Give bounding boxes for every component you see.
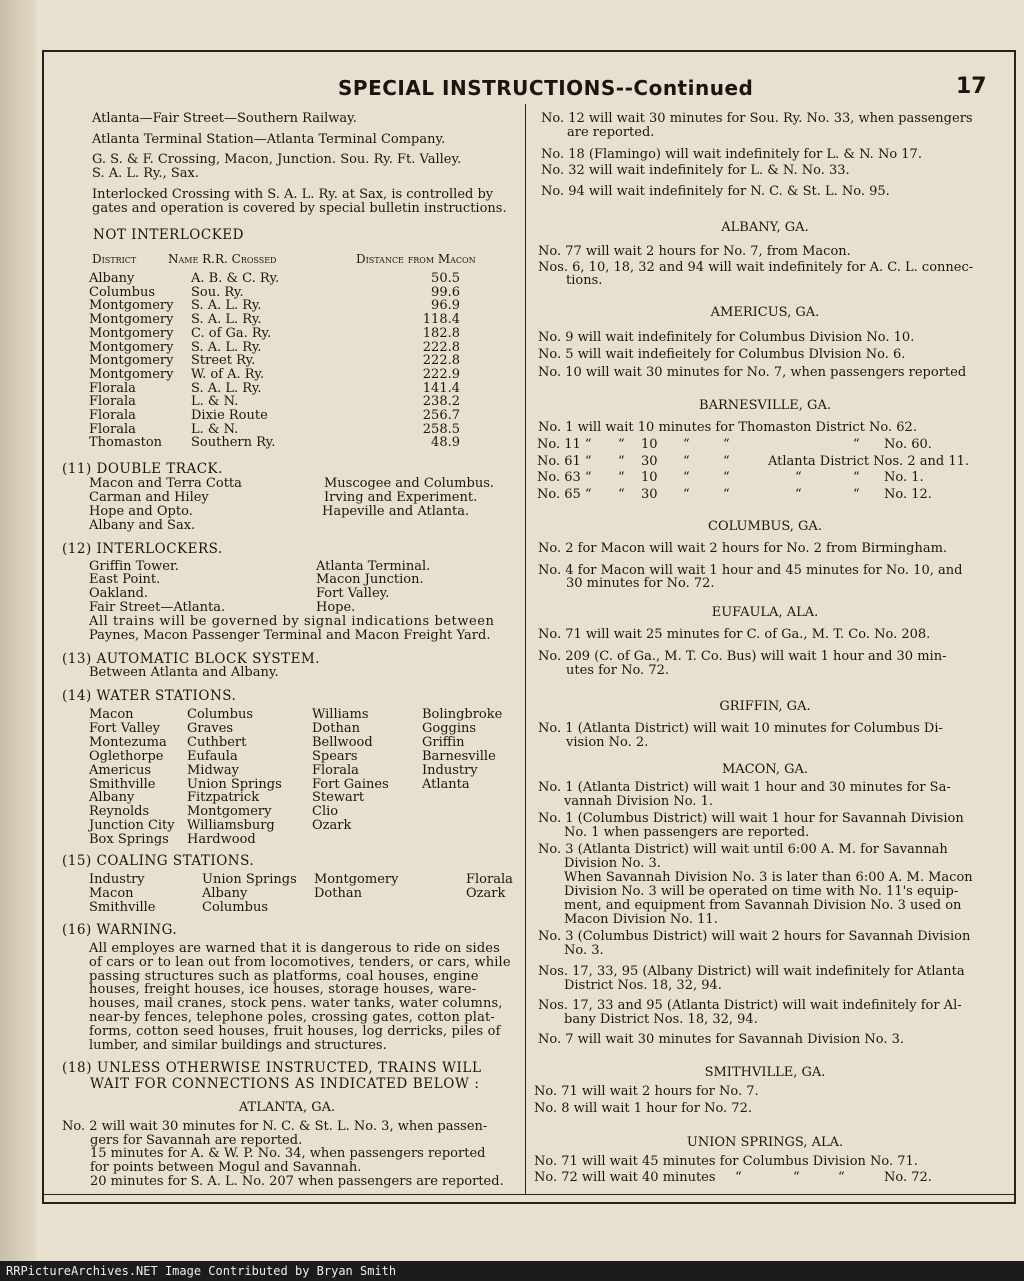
crossing-district: Albany: [89, 271, 135, 286]
crossing-road: S. A. L. Ry.: [191, 339, 262, 355]
water-station: Florala: [312, 762, 359, 778]
crossing-district: Montgomery: [89, 339, 174, 355]
americus-line: No. 9 will wait indefinitely for Columbus Division No. 10.: [538, 330, 915, 345]
smithville-line: No. 71 will wait 2 hours for No. 7.: [534, 1084, 759, 1099]
interlocker-item: Griffin Tower.: [89, 559, 179, 574]
abs-heading: (13) AUTOMATIC BLOCK SYSTEM.: [62, 651, 321, 667]
warning-line: forms, cotton seed houses, fruit houses, log derricks, piles of: [89, 1023, 501, 1039]
eufaula-line: No. 71 will wait 25 minutes for C. of Ga., M. T. Co. No. 208.: [538, 627, 931, 642]
water-station: Griffin: [422, 734, 465, 750]
crossing-distance: 96.9: [431, 298, 460, 314]
macon-line: Nos. 17, 33, 95 (Albany District) will wait indefinitely for Atlanta: [538, 964, 965, 979]
barnesville-minutes: 10: [641, 437, 658, 452]
albany-line: No. 77 will wait 2 hours for No. 7, from Macon.: [538, 244, 851, 259]
water-station: Macon: [89, 707, 134, 722]
barnesville-minutes: 10: [641, 470, 658, 486]
ditto-mark: “: [723, 437, 730, 452]
crossing-distance: 48.9: [431, 435, 460, 451]
barnesville-target: No. 60.: [884, 437, 932, 452]
coaling-station: Montgomery: [314, 872, 399, 887]
crossing-district: Montgomery: [89, 312, 174, 328]
barnesville-target: No. 1.: [884, 470, 924, 486]
crossing-road: L. & N.: [191, 421, 239, 437]
barnesville-district: “: [795, 470, 802, 486]
water-station: Bellwood: [312, 734, 373, 750]
interlockers-note: All trains will be governed by signal indications between: [89, 614, 495, 629]
ditto-mark: “: [853, 487, 860, 503]
barnesville-row-number: No. 65 “: [537, 487, 592, 503]
union-springs-target: No. 72.: [884, 1170, 932, 1185]
connections-heading: (18) UNLESS OTHERWISE INSTRUCTED, TRAINS WILL: [62, 1060, 482, 1076]
union-springs-line: No. 72 will wait 40 minutes: [534, 1170, 716, 1185]
americus-line: No. 10 will wait 30 minutes for No. 7, when passengers reported: [538, 365, 967, 380]
crossing-district: Florala: [89, 408, 136, 423]
interlocker-item: Fair Street—Atlanta.: [89, 600, 226, 615]
atlanta-title: ATLANTA, GA.: [238, 1100, 336, 1115]
macon-line: No. 3 (Atlanta District) will wait until 6:00 A. M. for Savannah: [538, 842, 948, 857]
water-station: Midway: [187, 762, 240, 778]
water-station: Montezuma: [89, 734, 167, 750]
column-header-road: Name R.R. Crossed: [168, 252, 277, 266]
water-station: Reynolds: [89, 804, 150, 820]
macon-line: No. 1 (Columbus District) will wait 1 hour for Savannah Division: [538, 811, 964, 826]
water-station: Smithville: [89, 776, 156, 792]
water-station: Clio: [312, 804, 339, 820]
eufaula-line: No. 209 (C. of Ga., M. T. Co. Bus) will wait 1 hour and 30 min-: [538, 649, 947, 664]
water-station: Goggins: [422, 720, 477, 736]
water-station: Williams: [312, 707, 369, 722]
water-station: Industry: [422, 762, 478, 778]
double-track-item: Hapeville and Atlanta.: [322, 504, 470, 519]
crossing-distance: 118.4: [422, 312, 460, 328]
columbus-line: No. 4 for Macon will wait 1 hour and 45 minutes for No. 10, and: [538, 563, 963, 578]
crossing-distance: 256.7: [422, 408, 460, 423]
smithville-line: No. 8 will wait 1 hour for No. 72.: [534, 1101, 752, 1116]
terminal-line: gates and operation is covered by special bulletin instructions.: [92, 201, 507, 216]
warning-line: All employes are warned that it is dangerous to ride on sides: [89, 941, 500, 956]
barnesville-line: No. 1 will wait 10 minutes for Thomaston District No. 62.: [538, 420, 917, 435]
macon-line: No. 7 will wait 30 minutes for Savannah Division No. 3.: [538, 1032, 905, 1047]
coaling-station: Ozark: [466, 886, 506, 901]
eufaula-title: EUFAULA, ALA.: [711, 605, 819, 620]
ditto-mark: “: [723, 487, 730, 503]
crossing-distance: 258.5: [422, 421, 460, 437]
warning-line: houses, freight houses, ice houses, storage houses, ware-: [89, 982, 477, 998]
water-station: Americus: [89, 762, 152, 778]
crossing-road: L. & N.: [191, 394, 239, 410]
image-credit: RRPictureArchives.NET Image Contributed by Bryan Smith: [6, 1264, 397, 1278]
coaling-stations-heading: (15) COALING STATIONS.: [62, 853, 255, 869]
macon-line: Division No. 3.: [564, 856, 661, 871]
water-station: Fort Valley: [89, 720, 161, 736]
interlocker-item: Hope.: [316, 600, 356, 615]
ditto-mark: “: [853, 437, 860, 452]
ditto-mark: “: [723, 470, 730, 486]
atlanta-line: 15 minutes for A. & W. P. No. 34, when passengers reported: [90, 1146, 486, 1161]
page-number: 17: [956, 74, 987, 99]
ditto-mark: “: [618, 470, 625, 486]
double-track-item: Carman and Hiley: [89, 490, 209, 505]
water-station: Junction City: [89, 818, 175, 834]
columbus-line: 30 minutes for No. 72.: [566, 576, 715, 591]
crossing-road: A. B. & C. Ry.: [191, 271, 280, 286]
column-divider: [525, 104, 526, 1194]
double-track-item: Hope and Opto.: [89, 504, 193, 519]
ditto-mark: “: [735, 1170, 742, 1185]
warning-line: passing structures such as platforms, coal houses, engine: [89, 968, 479, 984]
albany-line: tions.: [566, 273, 603, 288]
terminal-line: Atlanta Terminal Station—Atlanta Terminal Company.: [92, 132, 446, 147]
water-station: Hardwood: [187, 832, 256, 848]
water-station: Montgomery: [187, 804, 272, 820]
page-title: SPECIAL INSTRUCTIONS--Continued: [338, 76, 754, 100]
crossing-road: C. of Ga. Ry.: [191, 325, 272, 341]
warning-line: houses, mail cranes, stock pens. water tanks, water columns,: [89, 996, 503, 1012]
crossing-distance: 99.6: [431, 284, 460, 300]
terminal-line: Interlocked Crossing with S. A. L. Ry. at Sax, is controlled by: [92, 187, 494, 202]
coaling-station: Smithville: [89, 900, 156, 915]
connections-heading: WAIT FOR CONNECTIONS AS INDICATED BELOW :: [90, 1076, 480, 1092]
ditto-mark: “: [683, 453, 690, 469]
water-station: Spears: [312, 748, 358, 764]
barnesville-minutes: 30: [641, 487, 658, 503]
coaling-station: Albany: [202, 886, 248, 901]
water-station: Union Springs: [187, 776, 282, 792]
warning-line: lumber, and similar buildings and structures.: [89, 1037, 387, 1053]
crossing-road: Sou. Ry.: [191, 284, 244, 300]
ditto-mark: “: [838, 1170, 845, 1185]
crossing-distance: 141.4: [422, 380, 460, 396]
crossing-road: W. of A. Ry.: [191, 366, 265, 382]
water-station: Albany: [89, 790, 135, 806]
terminal-line: Atlanta—Fair Street—Southern Railway.: [92, 111, 357, 126]
albany-title: ALBANY, GA.: [721, 220, 809, 235]
terminal-line: G. S. & F. Crossing, Macon, Junction. Sou. Ry. Ft. Valley.: [92, 152, 462, 167]
water-station: Oglethorpe: [89, 748, 164, 764]
water-station: Dothan: [312, 720, 360, 736]
macon-line: Nos. 17, 33 and 95 (Atlanta District) will wait indefinitely for Al-: [538, 998, 962, 1013]
crossing-district: Florala: [89, 380, 136, 396]
columbus-title: COLUMBUS, GA.: [708, 519, 822, 534]
not-interlocked-heading: NOT INTERLOCKED: [93, 227, 244, 243]
water-station: Box Springs: [89, 832, 169, 848]
macon-line: Division No. 3 will be operated on time with No. 11's equip-: [564, 884, 959, 899]
water-station: Columbus: [187, 707, 253, 722]
union-springs-title: UNION SPRINGS, ALA.: [686, 1135, 844, 1150]
water-station: Stewart: [312, 790, 365, 806]
warning-line: near-by fences, telephone poles, crossing gates, cotton plat-: [89, 1010, 495, 1025]
barnesville-row-number: No. 63 “: [537, 470, 592, 486]
atlanta-cont-line: No. 18 (Flamingo) will wait indefinitely for L. & N. No 17.: [541, 147, 922, 162]
ditto-mark: “: [683, 437, 690, 452]
barnesville-target: No. 12.: [884, 487, 932, 503]
coaling-station: Macon: [89, 886, 134, 901]
crossing-road: S. A. L. Ry.: [191, 380, 262, 396]
americus-line: No. 5 will wait indefieitely for Columbus Dlvision No. 6.: [538, 347, 906, 362]
crossing-distance: 238.2: [422, 394, 460, 410]
ditto-mark: “: [683, 470, 690, 486]
griffin-line: No. 1 (Atlanta District) will wait 10 minutes for Columbus Di-: [538, 721, 943, 736]
interlocker-item: Atlanta Terminal.: [316, 559, 431, 574]
atlanta-cont-line: No. 32 will wait indefinitely for L. & N. No. 33.: [541, 163, 850, 178]
crossing-district: Thomaston: [89, 435, 163, 451]
interlocker-item: Oakland.: [89, 586, 149, 601]
warning-heading: (16) WARNING.: [62, 922, 178, 938]
atlanta-cont-line: No. 94 will wait indefinitely for N. C. & St. L. No. 95.: [541, 184, 890, 199]
barnesville-minutes: 30: [641, 453, 658, 469]
atlanta-line: 20 minutes for S. A. L. No. 207 when passengers are reported.: [90, 1174, 504, 1189]
macon-title: MACON, GA.: [721, 762, 809, 777]
union-springs-line: No. 71 will wait 45 minutes for Columbus Division No. 71.: [534, 1154, 918, 1169]
macon-line: District Nos. 18, 32, 94.: [564, 978, 722, 993]
barnesville-row-number: No. 61 “: [537, 453, 592, 469]
column-header-district: District: [92, 252, 137, 266]
bottom-rule: [42, 1194, 1014, 1195]
ditto-mark: “: [683, 487, 690, 503]
crossing-road: S. A. L. Ry.: [191, 298, 262, 314]
page-header: [300, 74, 1000, 108]
water-station: Williamsburg: [187, 818, 275, 834]
atlanta-cont-line: No. 12 will wait 30 minutes for Sou. Ry. No. 33, when passengers: [541, 111, 973, 126]
warning-line: of cars or to lean out from locomotives, tenders, or cars, while: [89, 954, 511, 970]
barnesville-district: Atlanta District Nos. 2 and 11.: [768, 453, 970, 469]
double-track-item: Macon and Terra Cotta: [89, 476, 242, 491]
eufaula-line: utes for No. 72.: [566, 663, 669, 678]
crossing-distance: 222.8: [422, 353, 460, 369]
interlocker-item: Macon Junction.: [316, 572, 424, 587]
barnesville-district: “: [795, 487, 802, 503]
crossing-distance: 182.8: [422, 325, 460, 341]
macon-line: No. 1 (Atlanta District) will wait 1 hour and 30 minutes for Sa-: [538, 780, 951, 795]
ditto-mark: “: [618, 453, 625, 469]
smithville-title: SMITHVILLE, GA.: [704, 1065, 826, 1080]
ditto-mark: “: [723, 453, 730, 469]
coaling-station: Union Springs: [202, 872, 297, 887]
double-track-item: Irving and Experiment.: [324, 490, 478, 505]
macon-line: Macon Division No. 11.: [564, 912, 718, 927]
double-track-item: Albany and Sax.: [89, 518, 196, 533]
water-station: Atlanta: [422, 776, 470, 792]
crossing-district: Florala: [89, 421, 136, 437]
ditto-mark: “: [853, 470, 860, 486]
crossing-district: Montgomery: [89, 353, 174, 369]
water-station: Bolingbroke: [422, 707, 503, 722]
crossing-district: Montgomery: [89, 298, 174, 314]
atlanta-cont-line: are reported.: [567, 125, 655, 140]
macon-line: No. 3.: [564, 943, 604, 958]
terminal-line: S. A. L. Ry., Sax.: [92, 166, 199, 181]
barnesville-row-number: No. 11 “: [537, 437, 592, 452]
water-station: Ozark: [312, 818, 352, 834]
americus-title: AMERICUS, GA.: [710, 305, 820, 320]
coaling-station: Dothan: [314, 886, 362, 901]
water-stations-heading: (14) WATER STATIONS.: [62, 688, 237, 704]
interlocker-item: Fort Valley.: [316, 586, 390, 601]
water-station: Cuthbert: [187, 734, 247, 750]
column-header-distance: Distance from Macon: [356, 252, 476, 266]
binding-shadow: [0, 0, 36, 1261]
water-station: Graves: [187, 720, 234, 736]
griffin-line: vision No. 2.: [566, 735, 649, 750]
water-station: Eufaula: [187, 748, 238, 764]
interlocker-item: East Point.: [89, 572, 161, 587]
macon-line: bany District Nos. 18, 32, 94.: [564, 1012, 758, 1027]
ditto-mark: “: [793, 1170, 800, 1185]
crossing-road: Southern Ry.: [191, 435, 276, 451]
water-station: Fort Gaines: [312, 776, 389, 792]
crossing-district: Montgomery: [89, 366, 174, 382]
water-station: Barnesville: [422, 748, 496, 764]
macon-line: No. 3 (Columbus District) will wait 2 hours for Savannah Division: [538, 929, 971, 944]
coaling-station: Industry: [89, 872, 145, 887]
water-station: Fitzpatrick: [187, 790, 260, 806]
albany-line: Nos. 6, 10, 18, 32 and 94 will wait indefinitely for A. C. L. connec-: [538, 260, 974, 275]
macon-line: vannah Division No. 1.: [564, 794, 713, 809]
ditto-mark: “: [618, 487, 625, 503]
crossing-distance: 222.9: [422, 366, 460, 382]
crossing-distance: 50.5: [431, 271, 460, 286]
griffin-title: GRIFFIN, GA.: [719, 699, 811, 714]
abs-line: Between Atlanta and Albany.: [89, 665, 279, 680]
crossing-road: S. A. L. Ry.: [191, 312, 262, 328]
columbus-line: No. 2 for Macon will wait 2 hours for No. 2 from Birmingham.: [538, 541, 948, 556]
double-track-item: Muscogee and Columbus.: [324, 476, 495, 491]
atlanta-line: gers for Savannah are reported.: [90, 1133, 303, 1148]
crossing-district: Montgomery: [89, 325, 174, 341]
crossing-road: Street Ry.: [191, 353, 256, 369]
barnesville-title: BARNESVILLE, GA.: [699, 398, 831, 413]
crossing-district: Columbus: [89, 284, 155, 300]
atlanta-line: No. 2 will wait 30 minutes for N. C. & St. L. No. 3, when passen-: [62, 1119, 488, 1134]
double-track-heading: (11) DOUBLE TRACK.: [62, 461, 223, 477]
macon-line: When Savannah Division No. 3 is later than 6:00 A. M. Macon: [564, 870, 973, 885]
ditto-mark: “: [618, 437, 625, 452]
crossing-district: Florala: [89, 394, 136, 410]
crossing-road: Dixie Route: [191, 408, 268, 423]
interlockers-note: Paynes, Macon Passenger Terminal and Macon Freight Yard.: [89, 628, 491, 643]
macon-line: ment, and equipment from Savannah Division No. 3 used on: [564, 898, 962, 913]
atlanta-line: for points between Mogul and Savannah.: [90, 1160, 362, 1175]
coaling-station: Florala: [466, 872, 513, 887]
coaling-station: Columbus: [202, 900, 268, 915]
interlockers-heading: (12) INTERLOCKERS.: [62, 541, 223, 557]
crossing-distance: 222.8: [422, 339, 460, 355]
macon-line: No. 1 when passengers are reported.: [564, 825, 810, 840]
